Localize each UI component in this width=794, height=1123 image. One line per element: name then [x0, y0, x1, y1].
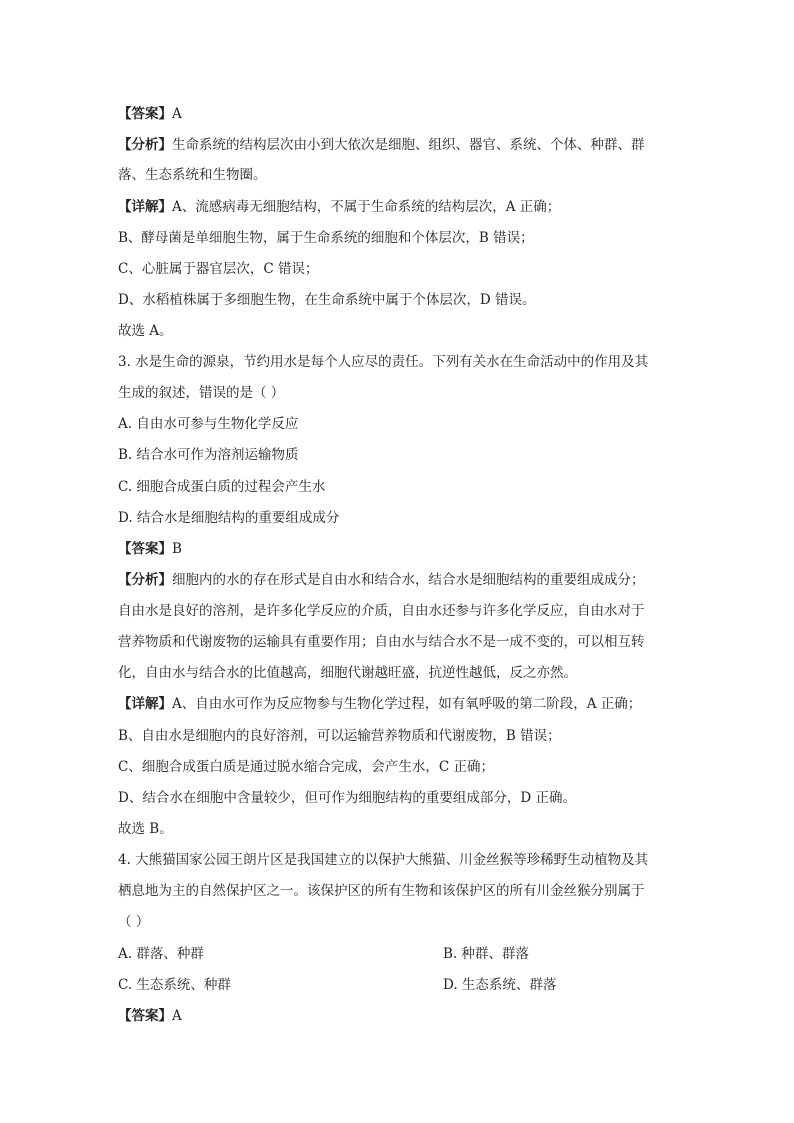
analysis-line — [118, 570, 645, 590]
analysis-text: 营养物质和代谢废物的运输具有重要作用；自由水与结合水不是一成不变的，可以相互转 — [118, 634, 645, 650]
analysis-text: 细胞内的水的存在形式是自由水和结合水，结合水是细胞结构的重要组成成分； — [172, 572, 645, 588]
answer-tag: 【答案】 — [118, 1008, 172, 1024]
conclusion: 故选 A。 — [118, 323, 173, 339]
option-d: D. 生态系统、群落 — [443, 977, 557, 993]
detail-text: B、自由水是细胞内的良好溶剂，可以运输营养物质和代谢废物，B 错误； — [118, 728, 561, 744]
analysis-text: 自由水是良好的溶剂，是许多化学反应的介质，自由水还参与许多化学反应，自由水对于 — [118, 603, 645, 619]
answer-line — [118, 104, 182, 124]
analysis-text: 生命系统的结构层次由小到大依次是细胞、组织、器官、系统、个体、种群、群 — [172, 137, 645, 153]
option-b: B. 结合水可作为溶剂运输物质 — [118, 447, 299, 463]
question-stem: 栖息地为主的自然保护区之一。该保护区的所有生物和该保护区的所有川金丝猴分别属于 — [118, 883, 645, 899]
detail-text: A、流感病毒无细胞结构，不属于生命系统的结构层次，A 正确； — [172, 199, 561, 215]
option-d: D. 结合水是细胞结构的重要组成成分 — [118, 510, 340, 526]
question-stem: 生成的叙述，错误的是（ ） — [118, 385, 285, 401]
option-a: A. 自由水可参与生物化学反应 — [118, 416, 299, 432]
detail-line — [118, 694, 641, 714]
detail-tag: 【详解】 — [118, 696, 172, 712]
detail-line — [118, 197, 560, 217]
analysis-text: 落、生态系统和生物圈。 — [118, 167, 267, 183]
analysis-line — [118, 135, 645, 155]
detail-text: B、酵母菌是单细胞生物，属于生命系统的细胞和个体层次，B 错误； — [118, 230, 534, 246]
question-stem: 4. 大熊猫国家公园王朗片区是我国建立的以保护大熊猫、川金丝猴等珍稀野生动植物及其 — [118, 852, 649, 868]
option-c: C. 细胞合成蛋白质的过程会产生水 — [118, 479, 326, 495]
analysis-tag: 【分析】 — [118, 137, 172, 153]
answer-value: A — [172, 1008, 182, 1024]
analysis-text: 化，自由水与结合水的比值越高，细胞代谢越旺盛，抗逆性越低，反之亦然。 — [118, 665, 577, 681]
answer-line — [118, 1006, 182, 1026]
detail-text: D、水稻植株属于多细胞生物，在生命系统中属于个体层次，D 错误。 — [118, 292, 536, 308]
detail-text: D、结合水在细胞中含量较少，但可作为细胞结构的重要组成部分，D 正确。 — [118, 790, 576, 806]
answer-line — [118, 539, 182, 559]
analysis-tag: 【分析】 — [118, 572, 172, 588]
detail-text: A、自由水可作为反应物参与生物化学过程，如有氧呼吸的第二阶段，A 正确； — [172, 696, 642, 712]
conclusion: 故选 B。 — [118, 821, 173, 837]
option-c: C. 生态系统、种群 — [118, 977, 231, 993]
answer-tag: 【答案】 — [118, 541, 172, 557]
answer-tag: 【答案】 — [118, 106, 172, 122]
detail-tag: 【详解】 — [118, 199, 172, 215]
detail-text: C、心脏属于器官层次，C 错误； — [118, 261, 319, 277]
option-b: B. 种群、群落 — [443, 946, 530, 962]
detail-text: C、细胞合成蛋白质是通过脱水缩合完成，会产生水，C 正确； — [118, 759, 494, 775]
answer-value: B — [172, 541, 182, 557]
question-stem: （ ） — [118, 914, 150, 930]
answer-value: A — [172, 106, 182, 122]
option-a: A. 群落、种群 — [118, 946, 204, 962]
question-stem: 3. 水是生命的源泉，节约用水是每个人应尽的责任。下列有关水在生命活动中的作用及其 — [118, 354, 649, 370]
